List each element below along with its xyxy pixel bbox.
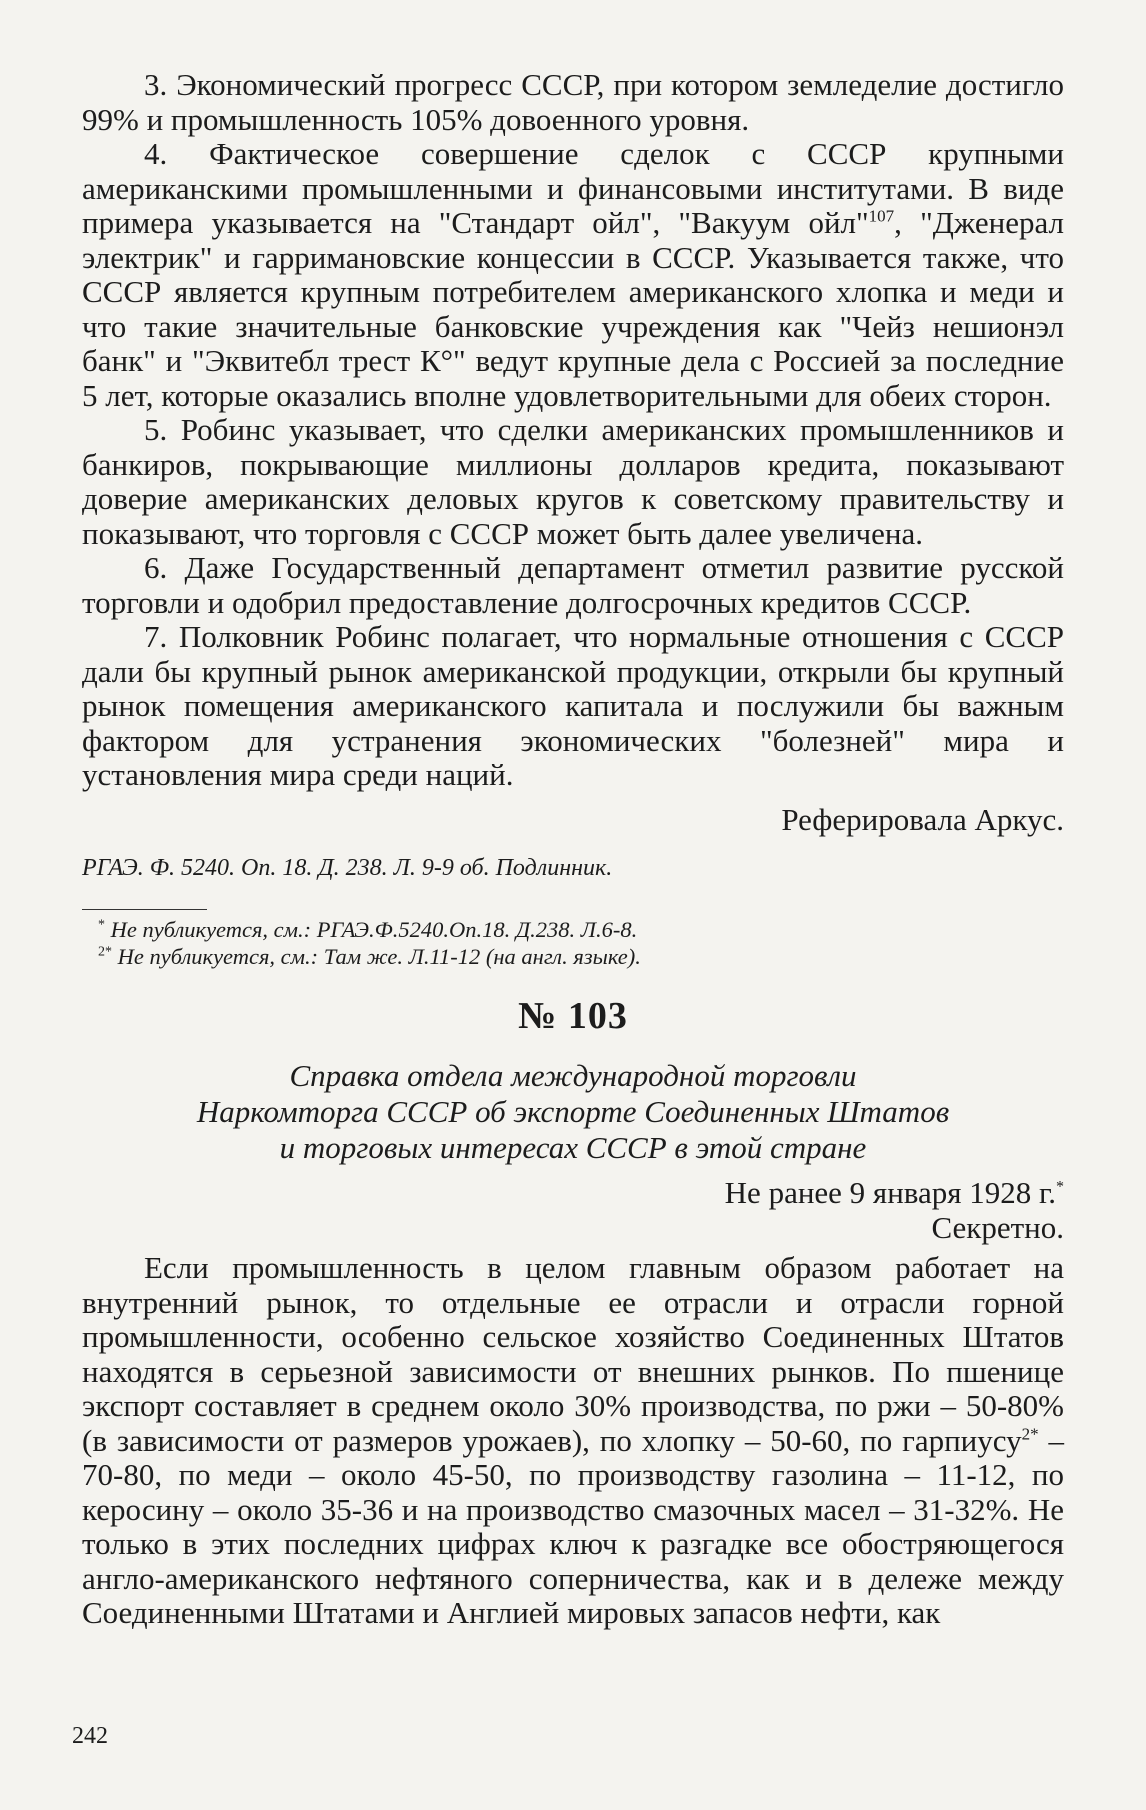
paragraph-4-rest: , "Дженерал электрик" и гарримановские концессии в СССР. Указывается также, что СССР является крупным потребителем американского хлопка и меди и что такие значительные банковские учреждения как "Чейз нешионэл банк" и "Эквитебл трест К°" ведут крупные дела с Россией за последние 5 лет, которые оказались вполне удовлетворительными для обеих сторон. <box>82 205 1064 413</box>
date-line <box>82 1176 1064 1211</box>
paragraph-5: 5. Робинс указывает, что сделки американских промышленников и банкиров, покрывающие миллионы долларов кредита, показывают доверие американских деловых кругов к советскому правительству и показывают, что торговля с СССР может быть далее увеличена. <box>82 412 1064 551</box>
body-paragraph-1-rest: – 70-80, по меди – около 45-50, по производству газолина – 11-12, по керосину – около 35-36 и на производство смазочных масел – 31-32%. Не только в этих последних цифрах ключ к разгадке все обостряющегося англо-американского нефтяного соперничества, как и в дележе между Соединенными Штатами и Англией мировых запасов нефти, как <box>82 1422 1064 1630</box>
footnote-divider <box>82 909 207 910</box>
document-number: № 103 <box>518 995 628 1037</box>
paragraph-4-start: 4. Фактическое совершение сделок с СССР крупными американскими промышленными и финансовыми институтами. В виде примера указывается на "Стандарт ойл", "Вакуум ойл" <box>82 136 1064 240</box>
paragraph-3: 3. Экономический прогресс СССР, при котором земледелие достигло 99% и промышленность 105% довоенного уровня. <box>82 67 1064 137</box>
body-paragraph-1 <box>82 1251 1064 1631</box>
footnote-2-text: Не публикуется, см.: Там же. Л.11-12 (на англ. языке). <box>117 944 641 969</box>
body-paragraph-1-start: Если промышленность в целом главным образом работает на внутренний рынок, то отдельные ее отрасли и отрасли горной промышленности, особенно сельское хозяйство Соединенных Штатов находятся в серьезной зависимости от внешних рынков. По пшенице экспорт составляет в среднем около 30% производства, по ржи – 50-80% (в зависимости от размеров урожаев), по хлопку – 50-60, по гарпиусу <box>82 1250 1064 1458</box>
body-footnote-mark: 2* <box>1021 1424 1039 1444</box>
footnote-1-mark: * <box>98 917 105 933</box>
document-title <box>82 1058 1064 1166</box>
classification-stamp: Секретно. <box>931 1209 1064 1245</box>
date-footnote-mark: * <box>1056 1178 1064 1196</box>
paragraph-6: 6. Даже Государственный департамент отметил развитие русской торговли и одобрил предоставление долгосрочных кредитов СССР. <box>82 550 1064 620</box>
paragraph-7: 7. Полковник Робинс полагает, что нормальные отношения с СССР дали бы крупный рынок американской продукции, открыли бы крупный рынок помещения американского капитала и послужили бы важным фактором для устранения экономических "болезней" мира и установления мира среди наций. <box>82 619 1064 792</box>
paragraph-4 <box>82 137 1064 413</box>
date-text: Не ранее 9 января 1928 г. <box>724 1175 1056 1210</box>
archive-reference: РГАЭ. Ф. 5240. Оп. 18. Д. 238. Л. 9-9 об. Подлинник. <box>82 855 613 881</box>
footnote-2 <box>82 943 1064 970</box>
footnote-1-text: Не публикуется, см.: РГАЭ.Ф.5240.Оп.18. Д.238. Л.6-8. <box>110 917 638 942</box>
document-title-line-1: Справка отдела международной торговли <box>289 1058 857 1093</box>
footnote-2-mark: 2* <box>98 944 112 960</box>
signature-line: Реферировала Аркус. <box>781 801 1064 837</box>
document-title-line-2: Наркомторга СССР об экспорте Соединенных Штатов <box>196 1094 950 1129</box>
document-title-line-3: и торговых интересах СССР в этой стране <box>279 1130 867 1165</box>
reference-mark-107: 107 <box>868 206 895 226</box>
footnote-1 <box>82 916 1064 943</box>
page-number: 242 <box>72 1723 108 1749</box>
